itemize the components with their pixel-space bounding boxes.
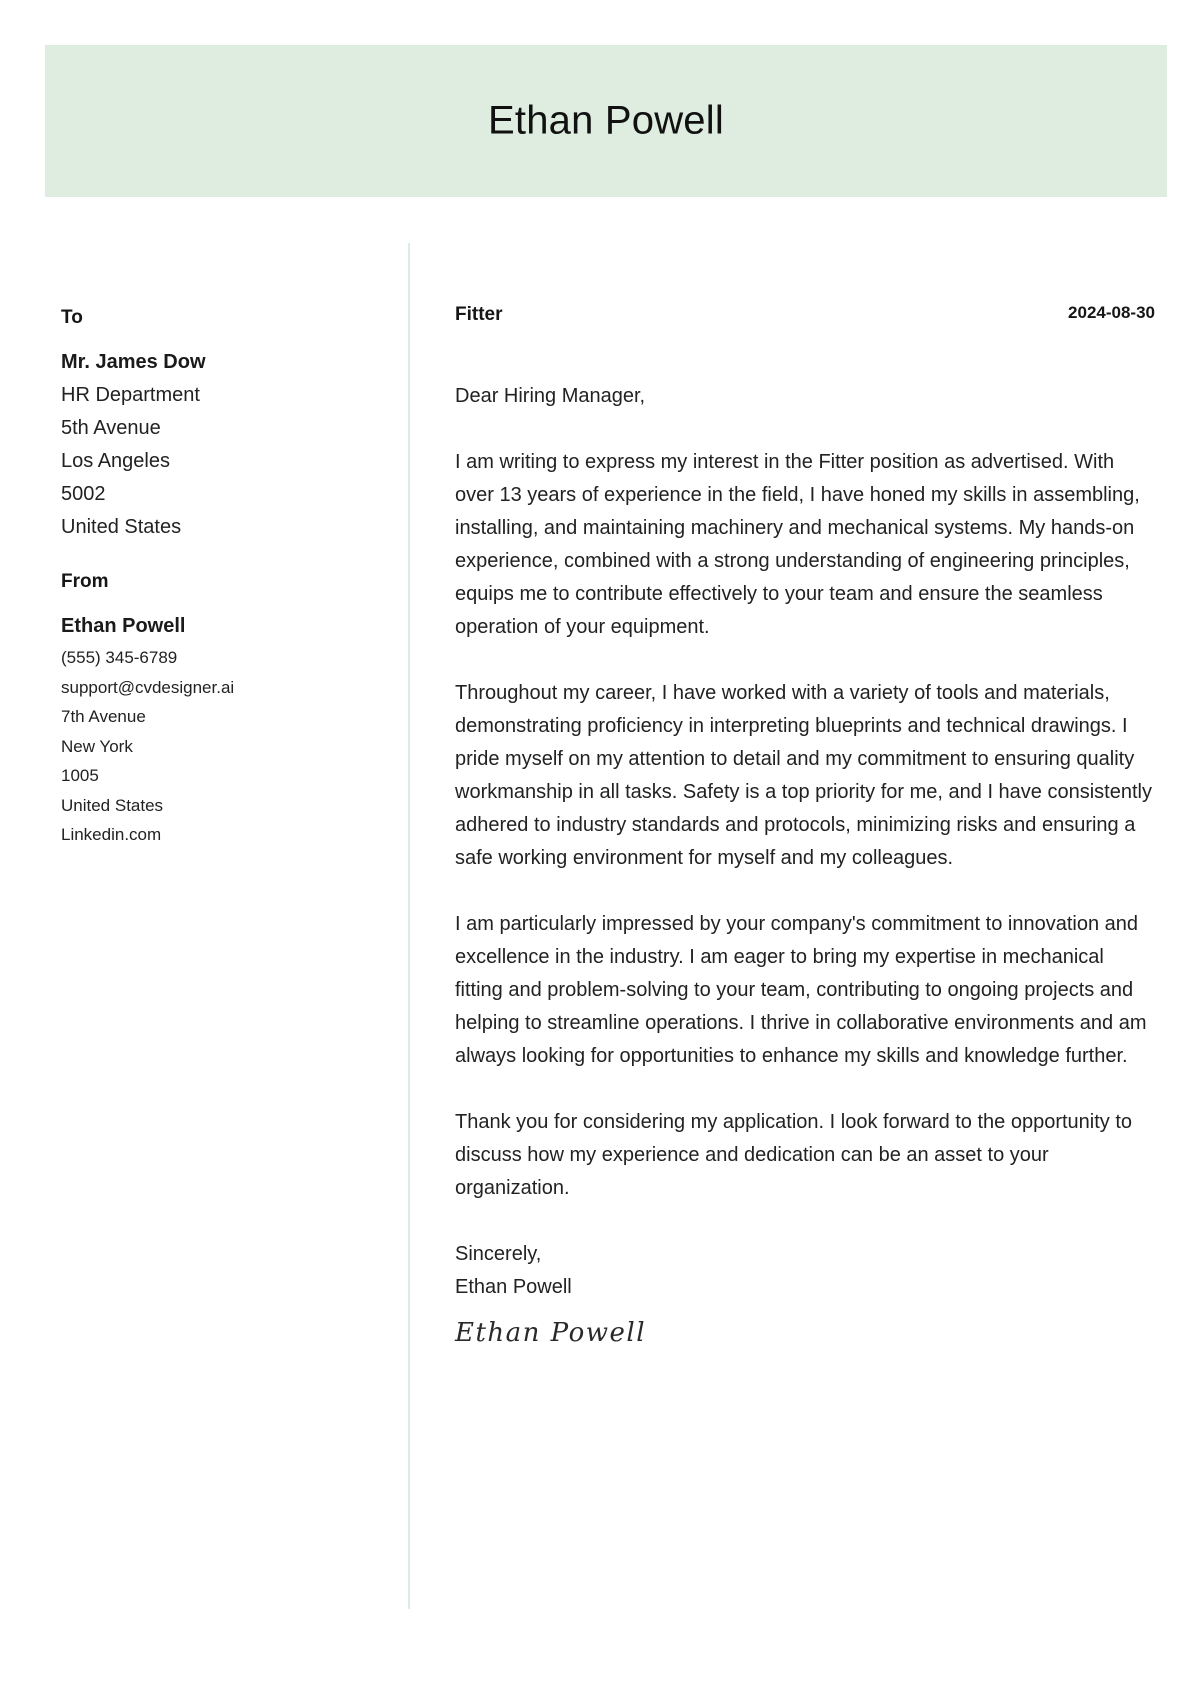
recipient-department: HR Department: [61, 384, 200, 406]
recipient-country: United States: [61, 516, 182, 538]
recipient-street: 5th Avenue: [61, 417, 161, 439]
letter-date: 2024-08-30: [1068, 303, 1155, 322]
header-band: [45, 45, 1167, 197]
paragraph-1: I am writing to express my interest in the Fitter position as advertised. With over 13 years of experience in the field, I have honed my skills in assembling, installing, and maintaining machinery and mechanical systems. My hands-on experience, combined with a strong understanding of engineering principles, equips me to contribute effectively to your team and ensure the seamless operation of your equipment.: [455, 451, 1140, 638]
sender-heading: From: [61, 571, 109, 592]
closing: Sincerely,: [455, 1243, 542, 1265]
sidebar: [61, 300, 381, 850]
signature: Ethan Powell: [455, 1318, 647, 1348]
recipient-postal-code: 5002: [61, 483, 106, 505]
signoff-name: Ethan Powell: [455, 1276, 572, 1298]
letter-header: [455, 300, 1155, 340]
sender-city: New York: [61, 736, 133, 756]
recipient-heading: To: [61, 307, 83, 328]
sender-postal-code: 1005: [61, 766, 99, 785]
sender-phone: (555) 345-6789: [61, 648, 178, 667]
job-title: Fitter: [455, 304, 503, 325]
sender-website: Linkedin.com: [61, 825, 162, 844]
recipient-city: Los Angeles: [61, 450, 170, 472]
header-name: Ethan Powell: [488, 98, 724, 143]
recipient-name: Mr. James Dow: [61, 351, 206, 373]
sender-country: United States: [61, 795, 164, 815]
sender-email: support@cvdesigner.ai: [61, 677, 235, 697]
sender-street: 7th Avenue: [61, 707, 146, 726]
paragraph-2: Throughout my career, I have worked with a variety of tools and materials, demonstrating proficiency in interpreting blueprints and technical drawings. I pride myself on my attention to detail and my commitment to ensuring quality workmanship in all tasks. Safety is a top priority for me, and I have consistently adhered to industry standards and protocols, minimizing risks and ensuring a safe working environment for myself and my colleagues.: [455, 682, 1152, 869]
greeting: Dear Hiring Manager,: [455, 385, 646, 407]
sender-name: Ethan Powell: [61, 615, 186, 637]
paragraph-3: I am particularly impressed by your company's commitment to innovation and excellence in the industry. I am eager to bring my expertise in mechanical fitting and problem-solving to your team, contributing to ongoing projects and helping to streamline operations. I thrive in collaborative environments and am always looking for opportunities to enhance my skills and knowledge further.: [455, 913, 1147, 1067]
letter-main: [455, 300, 1155, 1348]
paragraph-4: Thank you for considering my application. I look forward to the opportunity to discuss how my experience and dedication can be an asset to your organization.: [455, 1111, 1133, 1199]
letter-body: [455, 380, 1155, 1205]
column-divider: [408, 243, 410, 1609]
